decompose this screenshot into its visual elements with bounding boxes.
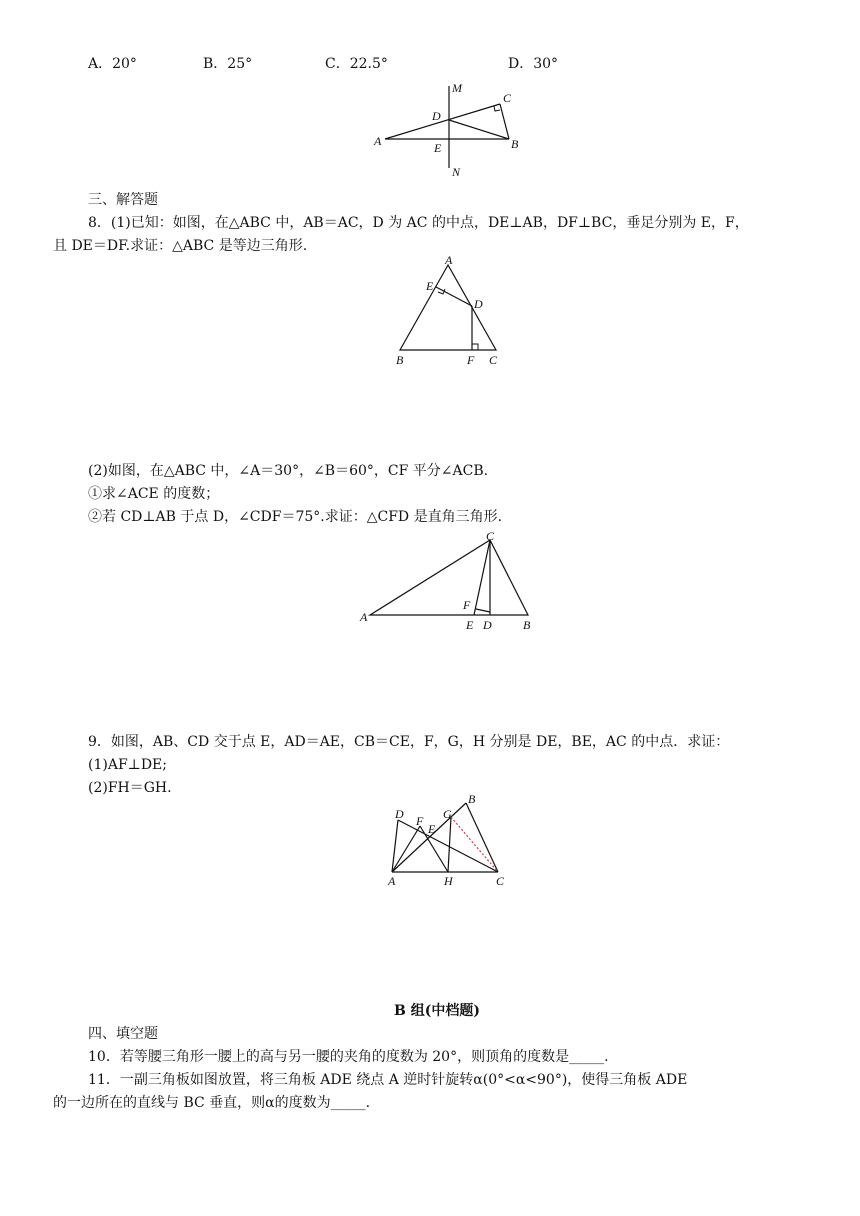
label-n: N [452,165,461,179]
right-angle-c [494,106,500,111]
group-b-heading: B 组(中档题) [394,1003,480,1019]
q9-line2: (1)AF⊥DE; [88,757,167,773]
q8-part2-line1: (2)如图，在△ABC 中，∠A＝30°，∠B＝60°，CF 平分∠ACB. [88,463,489,479]
label-e: E [426,279,434,293]
label-a: A [360,610,368,624]
q8-part2-line3: ②若 CD⊥AB 于点 D，∠CDF＝75°.求证：△CFD 是直角三角形. [88,509,503,525]
q8-line2: 且 DE＝DF.求证：△ABC 是等边三角形. [53,238,308,254]
label-e: E [434,141,442,155]
label-f: F [463,598,471,612]
label-g: G [443,807,452,821]
label-e: E [428,822,436,836]
option-b: B．25° [203,56,253,72]
line-bc [466,803,498,872]
label-c: C [496,874,505,888]
option-a: A．20° [88,56,137,72]
q8-line1: 8．(1)已知：如图，在△ABC 中，AB＝AC，D 为 AC 的中点，DE⊥AB，DF⊥BC，垂足分别为 E，F， [88,215,749,231]
q10-text: 10．若等腰三角形一腰上的高与另一腰的夹角的度数为 20°，则顶角的度数是_____. [88,1049,609,1065]
line-fd [476,609,490,612]
dashed-gc [451,817,498,872]
label-f: F [416,814,424,828]
label-d: D [474,297,483,311]
label-f: F [467,353,475,367]
label-a: A [374,134,382,148]
line-hg [448,817,451,872]
line-ce [474,540,490,615]
label-a: A [445,253,453,267]
line-ac [385,104,500,139]
label-c: C [486,529,495,543]
label-h: H [444,874,453,888]
q9-figure [385,795,510,890]
q9-line3: (2)FH＝GH. [88,780,172,796]
label-d: D [432,109,441,123]
label-b: B [523,618,531,632]
right-angle-f [472,344,478,350]
label-a: A [388,874,396,888]
label-c: C [489,353,498,367]
q8-figure-1 [390,252,510,370]
q8-part2-line2: ①求∠ACE 的度数； [88,486,220,502]
line-db [449,120,509,139]
label-d: D [395,807,404,821]
label-b: B [396,353,404,367]
label-c: C [503,91,512,105]
q11-line1: 11．一副三角板如图放置，将三角板 ADE 绕点 A 逆时针旋转α(0°<α<90°)，使得三角板 ADE [88,1072,688,1088]
label-b: B [511,137,519,151]
q8-figure-2 [355,525,545,635]
triangle-abc [370,540,528,615]
option-c: C．22.5° [325,56,388,72]
line-cb [500,104,509,139]
q9-line1: 9．如图，AB、CD 交于点 E，AD＝AE，CB＝CE，F，G，H 分别是 DE，BE，AC 的中点．求证： [88,734,730,750]
line-de [436,287,472,306]
q7-figure [370,80,530,180]
label-m: M [452,81,462,95]
label-d: D [483,618,492,632]
q11-line2: 的一边所在的直线与 BC 垂直，则α的度数为_____. [53,1095,371,1111]
label-e: E [466,618,474,632]
section-4-heading: 四、填空题 [88,1026,158,1042]
option-d: D．30° [508,56,559,72]
label-b: B [468,795,476,806]
section-3-heading: 三、解答题 [88,192,158,208]
